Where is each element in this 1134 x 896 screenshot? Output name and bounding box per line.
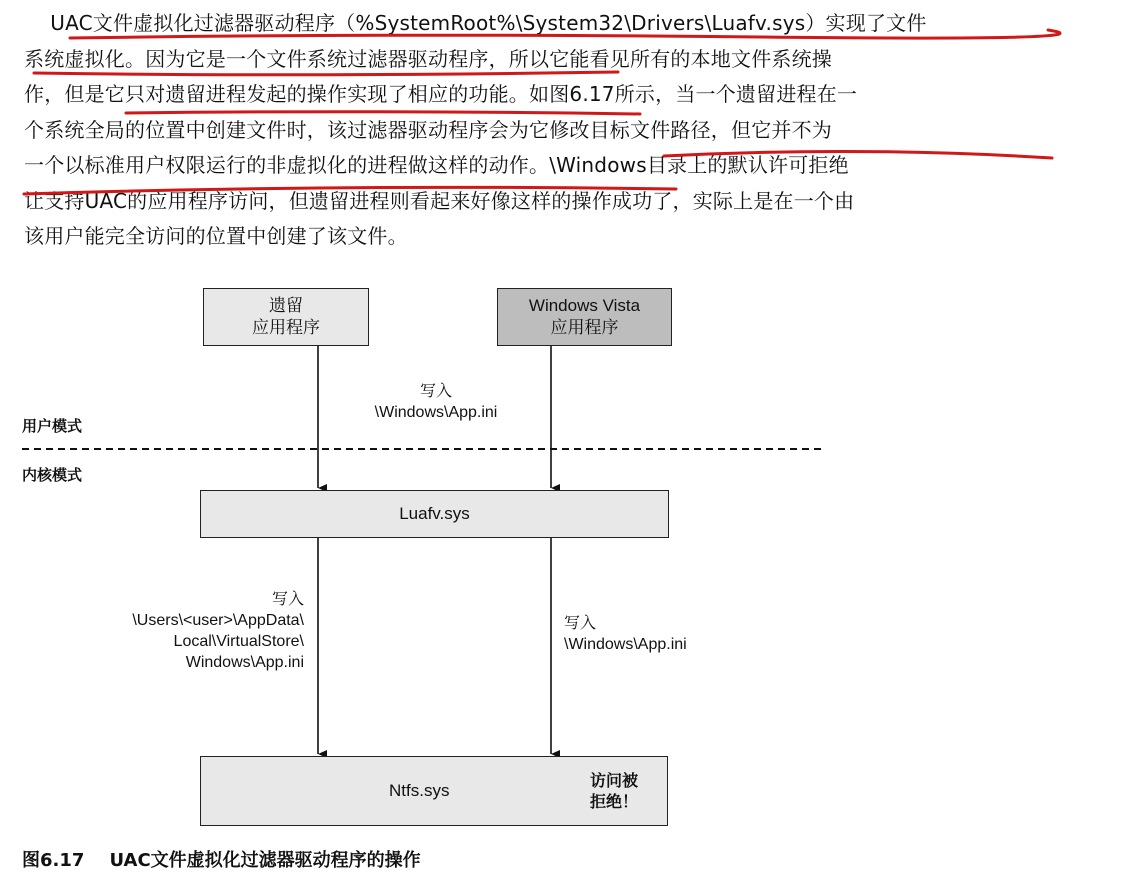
paragraph-line: 系统虚拟化。因为它是一个文件系统过滤器驱动程序，所以它能看见所有的本地文件系统操 bbox=[24, 46, 832, 71]
user-mode-label: 用户模式 bbox=[22, 417, 83, 435]
write-right-label: 写入 \Windows\App.ini bbox=[564, 615, 687, 653]
paragraph-line: 让支持UAC的应用程序访问，但遗留进程则看起来好像这样的操作成功了，实际上是在一个由 bbox=[24, 188, 855, 213]
write-top-label: 写入 \Windows\App.ini bbox=[374, 383, 498, 421]
paragraph-line: 一个以标准用户权限运行的非虚拟化的进程做这样的动作。\Windows目录上的默认许可拒绝 bbox=[24, 153, 849, 177]
vista-app-box: Windows Vista 应用程序 bbox=[497, 288, 672, 346]
figure-caption: 图6.17 UAC文件虚拟化过滤器驱动程序的操作 bbox=[22, 850, 421, 871]
write-left-label: 写入 \Users\<user>\AppData\ Local\VirtualStore\ Windows\App.ini bbox=[132, 591, 304, 671]
paragraph-line: 作，但是它只对遗留进程发起的操作实现了相应的功能。如图6.17所示，当一个遗留进程在一 bbox=[24, 82, 858, 106]
ntfs-label: Ntfs.sys bbox=[389, 781, 450, 800]
luafv-box: Luafv.sys bbox=[200, 490, 669, 538]
kernel-mode-label: 内核模式 bbox=[22, 466, 83, 484]
paragraph-line: UAC文件虚拟化过滤器驱动程序（%SystemRoot%\System32\Drivers\Luafv.sys）实现了文件 bbox=[24, 11, 927, 35]
access-denied-label: 访问被 拒绝！ bbox=[590, 771, 639, 811]
paragraph-line: 该用户能完全访问的位置中创建了该文件。 bbox=[24, 224, 408, 248]
paragraph-line: 个系统全局的位置中创建文件时，该过滤器驱动程序会为它修改目标文件路径，但它并不为 bbox=[24, 117, 832, 142]
legacy-app-box: 遗留 应用程序 bbox=[203, 288, 369, 346]
